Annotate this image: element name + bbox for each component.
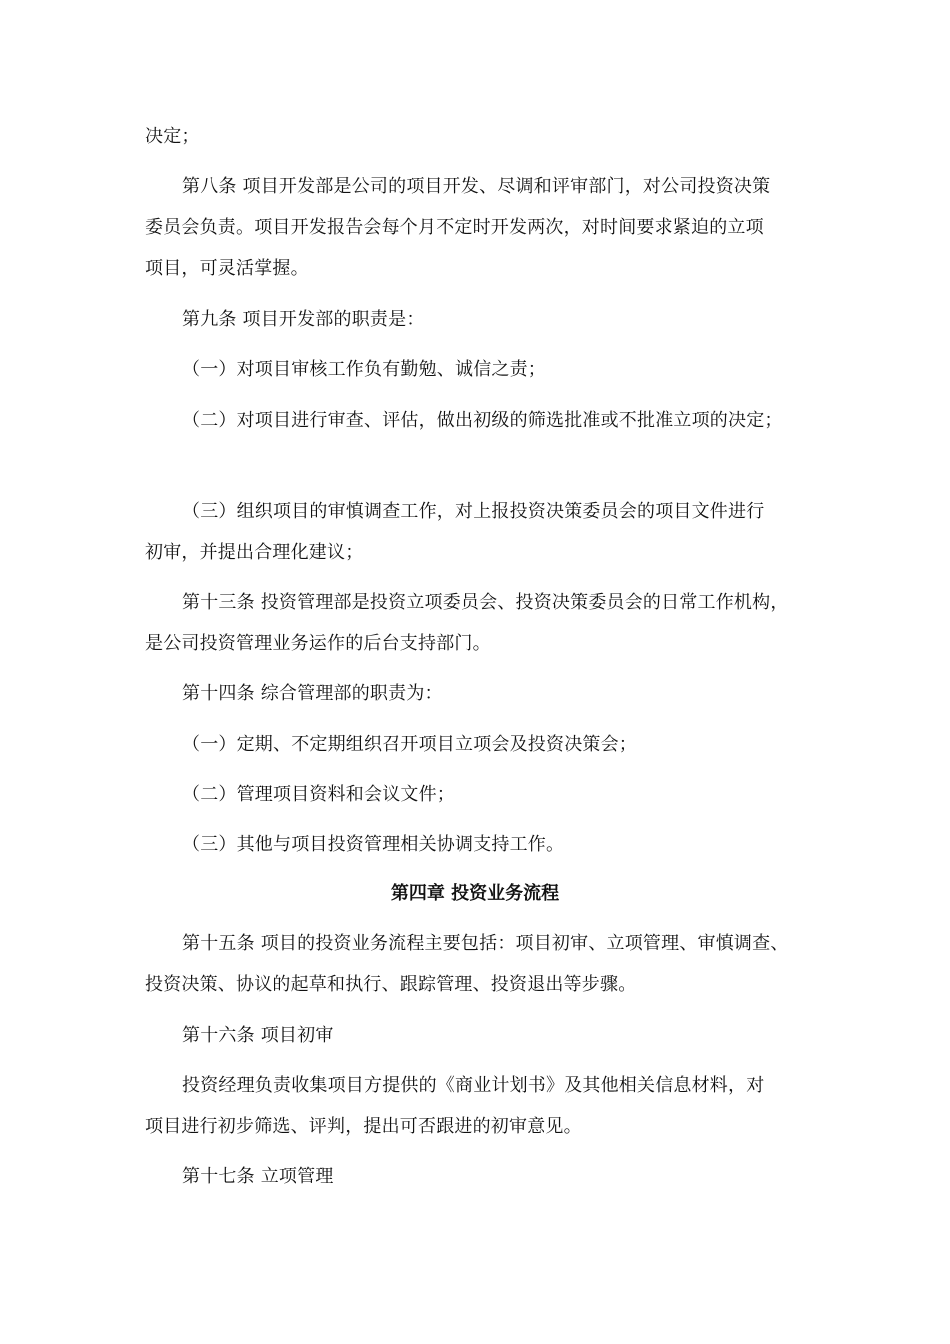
article-14-item-3: （三）其他与项目投资管理相关协调支持工作。 (182, 834, 565, 855)
article-8-line-1: 第八条 项目开发部是公司的项目开发、尽调和评审部门，对公司投资决策 (182, 176, 771, 197)
article-14-item-2: （二）管理项目资料和会议文件； (182, 784, 455, 805)
article-9-item-3-line-2: 初审，并提出合理化建议； (145, 542, 364, 563)
article-15-line-1: 第十五条 项目的投资业务流程主要包括：项目初审、立项管理、审慎调查、 (182, 933, 789, 954)
article-9-item-3-line-1: （三）组织项目的审慎调查工作，对上报投资决策委员会的项目文件进行 (182, 501, 765, 522)
article-16-title: 第十六条 项目初审 (182, 1025, 334, 1046)
article-8-line-3: 项目，可灵活掌握。 (145, 258, 309, 279)
article-16-body-line-1: 投资经理负责收集项目方提供的《商业计划书》及其他相关信息材料，对 (182, 1075, 765, 1096)
article-9-title: 第九条 项目开发部的职责是： (182, 309, 425, 330)
article-17-title: 第十七条 立项管理 (182, 1166, 334, 1187)
article-15-line-2: 投资决策、协议的起草和执行、跟踪管理、投资退出等步骤。 (145, 974, 637, 995)
article-8-line-2: 委员会负责。项目开发报告会每个月不定时开发两次，对时间要求紧迫的立项 (145, 217, 764, 238)
article-9-item-1: （一）对项目审核工作负有勤勉、诚信之责； (182, 359, 546, 380)
article-14-title: 第十四条 综合管理部的职责为： (182, 683, 443, 704)
chapter-4-heading: 第四章 投资业务流程 (390, 883, 560, 904)
article-14-item-1: （一）定期、不定期组织召开项目立项会及投资决策会； (182, 734, 637, 755)
article-16-body-line-2: 项目进行初步筛选、评判，提出可否跟进的初审意见。 (145, 1116, 582, 1137)
text-line: 决定； (145, 126, 200, 147)
article-13-line-1: 第十三条 投资管理部是投资立项委员会、投资决策委员会的日常工作机构， (182, 592, 789, 613)
article-9-item-2: （二）对项目进行审查、评估，做出初级的筛选批准或不批准立项的决定； (182, 410, 783, 431)
article-13-line-2: 是公司投资管理业务运作的后台支持部门。 (145, 633, 491, 654)
